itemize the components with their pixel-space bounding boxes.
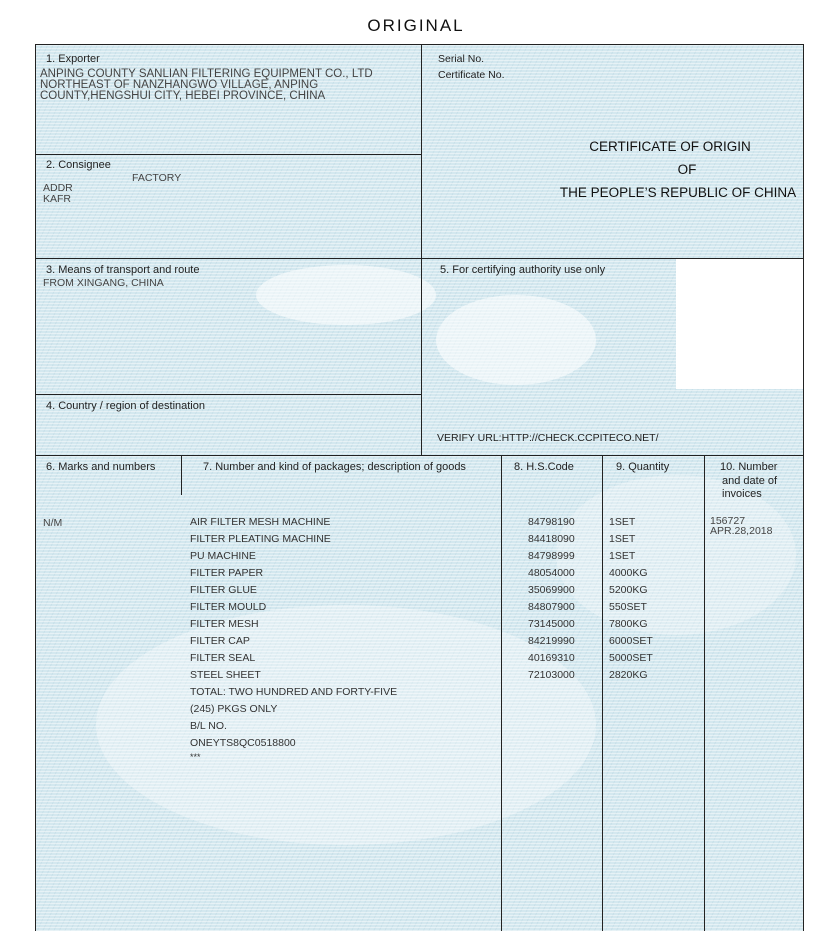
item-quantity: 2820KG [609,669,648,681]
item-hs-code: 84219990 [528,635,575,647]
exporter-line: ANPING COUNTY SANLIAN FILTERING EQUIPMENT CO., LTD [40,68,373,80]
item-hs-code: 72103000 [528,669,575,681]
verify-url: VERIFY URL:HTTP://CHECK.CCPITECO.NET/ [437,432,659,444]
item-description: FILTER GLUE [190,584,257,596]
exporter-line: COUNTY,HENGSHUI CITY, HEBEI PROVINCE, CHINA [40,90,326,102]
goods-header: 7. Number and kind of packages; description of goods [203,461,466,473]
item-hs-code: 73145000 [528,618,575,630]
item-hs-code: 35069900 [528,584,575,596]
item-hs-code: 48054000 [528,567,575,579]
divider [501,455,502,931]
item-quantity: 5200KG [609,584,648,596]
item-quantity: 6000SET [609,635,653,647]
watermark-shape [436,295,596,385]
item-hs-code: 84798190 [528,516,575,528]
item-description: FILTER PLEATING MACHINE [190,533,331,545]
divider [704,455,705,931]
certificate-number-label: Certificate No. [438,69,505,81]
divider [36,394,421,395]
invoice-number: 156727 [710,515,746,527]
bl-number: ONEYTS8QC0518800 [190,737,296,749]
certifying-stamp-area [676,259,804,389]
total-text: TOTAL: TWO HUNDRED AND FORTY-FIVE [190,686,398,698]
consignee-address: ADDR [43,182,73,194]
consignee-city: KAFR [43,193,72,205]
divider [181,455,182,495]
item-quantity: 1SET [609,533,636,545]
invoice-header-line2: and date of [722,475,778,487]
invoice-date: APR.28,2018 [710,525,773,537]
exporter-label: 1. Exporter [46,53,100,65]
consignee-factory: FACTORY [132,172,182,184]
destination-label: 4. Country / region of destination [46,400,205,412]
transport-route: FROM XINGANG, CHINA [43,277,164,289]
divider [602,455,603,931]
exporter-line: NORTHEAST OF NANZHANGWO VILLAGE, ANPING [40,79,319,91]
item-hs-code: 40169310 [528,652,575,664]
item-description: FILTER PAPER [190,567,264,579]
hs-code-header: 8. H.S.Code [514,461,574,473]
item-description: STEEL SHEET [190,669,261,681]
authority-label: 5. For certifying authority use only [440,264,606,276]
item-description: FILTER MOULD [190,601,267,613]
item-hs-code: 84798999 [528,550,575,562]
item-quantity: 5000SET [609,652,653,664]
item-description: FILTER SEAL [190,652,256,664]
item-quantity: 7800KG [609,618,648,630]
invoice-header-line1: 10. Number [720,461,778,473]
marks-value: N/M [43,517,63,529]
item-description: AIR FILTER MESH MACHINE [190,516,331,528]
consignee-label: 2. Consignee [46,159,111,171]
item-hs-code: 84807900 [528,601,575,613]
invoice-header-line3: invoices [722,488,762,500]
divider [36,455,804,456]
quantity-header: 9. Quantity [616,461,670,473]
end-marker: *** [190,752,201,762]
certificate-title-line3: THE PEOPLE’S REPUBLIC OF CHINA [559,185,797,200]
divider [421,45,422,455]
transport-label: 3. Means of transport and route [46,264,200,276]
item-description: FILTER CAP [190,635,250,647]
document-title: ORIGINAL [367,16,465,35]
item-quantity: 1SET [609,516,636,528]
item-quantity: 550SET [609,601,647,613]
item-description: FILTER MESH [190,618,259,630]
item-description: PU MACHINE [190,550,256,562]
watermark-shape [96,605,596,845]
item-quantity: 4000KG [609,567,648,579]
divider [36,154,421,155]
serial-label: Serial No. [438,53,485,65]
watermark-shape [256,265,436,325]
total-packages: (245) PKGS ONLY [190,703,278,715]
marks-header: 6. Marks and numbers [46,461,156,473]
certificate-title-line2: OF [677,162,697,177]
certificate-title-line1: CERTIFICATE OF ORIGIN [589,139,751,154]
item-quantity: 1SET [609,550,636,562]
bl-label: B/L NO. [190,720,227,732]
item-hs-code: 84418090 [528,533,575,545]
